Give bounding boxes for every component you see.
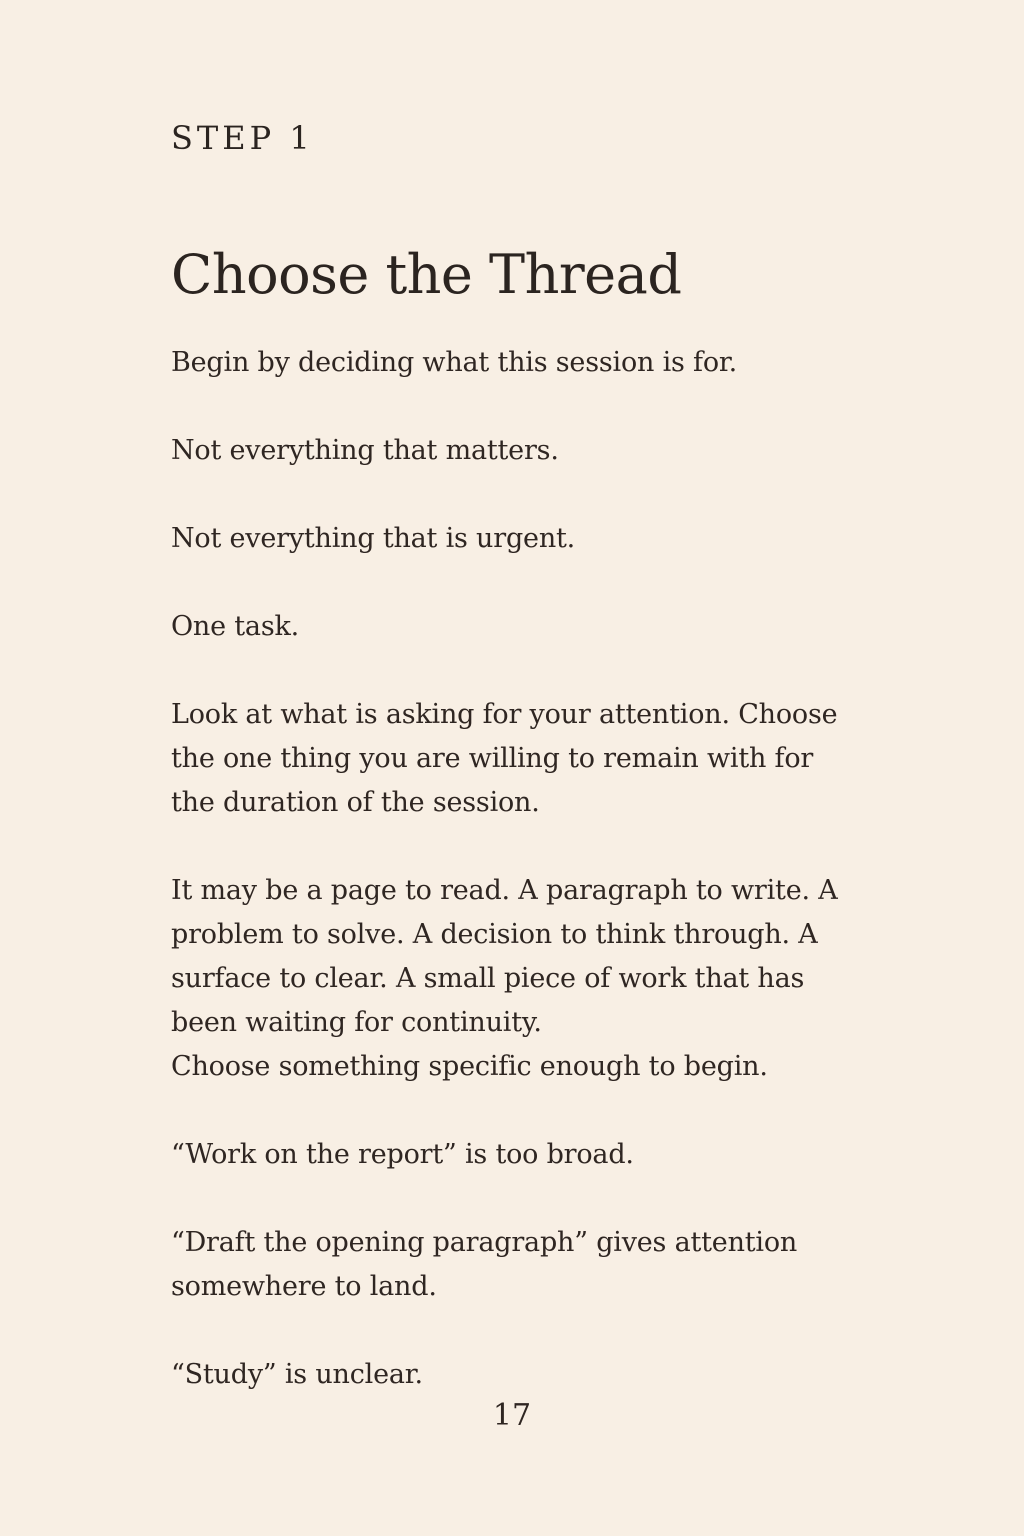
paragraph-8: “Work on the report” is too broad.: [171, 1139, 634, 1170]
paragraph-10: “Study” is unclear.: [171, 1359, 423, 1390]
paragraph-3: Not everything that is urgent.: [171, 523, 576, 554]
paragraph-6: It may be a page to read. A paragraph to write. A problem to solve. A decision to think through. A surface to clear. A small piece of work that has been waiting for continuity.: [171, 875, 838, 1038]
paragraph-7: Choose something specific enough to begin.: [171, 1051, 768, 1082]
page-number: 17: [492, 1398, 532, 1433]
paragraph-4: One task.: [171, 611, 300, 642]
paragraph-9: “Draft the opening paragraph” gives attention somewhere to land.: [171, 1227, 798, 1302]
paragraph-5: Look at what is asking for your attention. Choose the one thing you are willing to remain with for the duration of the session.: [171, 699, 838, 818]
step-label: STEP 1: [171, 119, 314, 157]
paragraph-2: Not everything that matters.: [171, 435, 559, 466]
paragraph-1: Begin by deciding what this session is for.: [171, 347, 738, 378]
page-title: Choose the Thread: [171, 243, 682, 307]
